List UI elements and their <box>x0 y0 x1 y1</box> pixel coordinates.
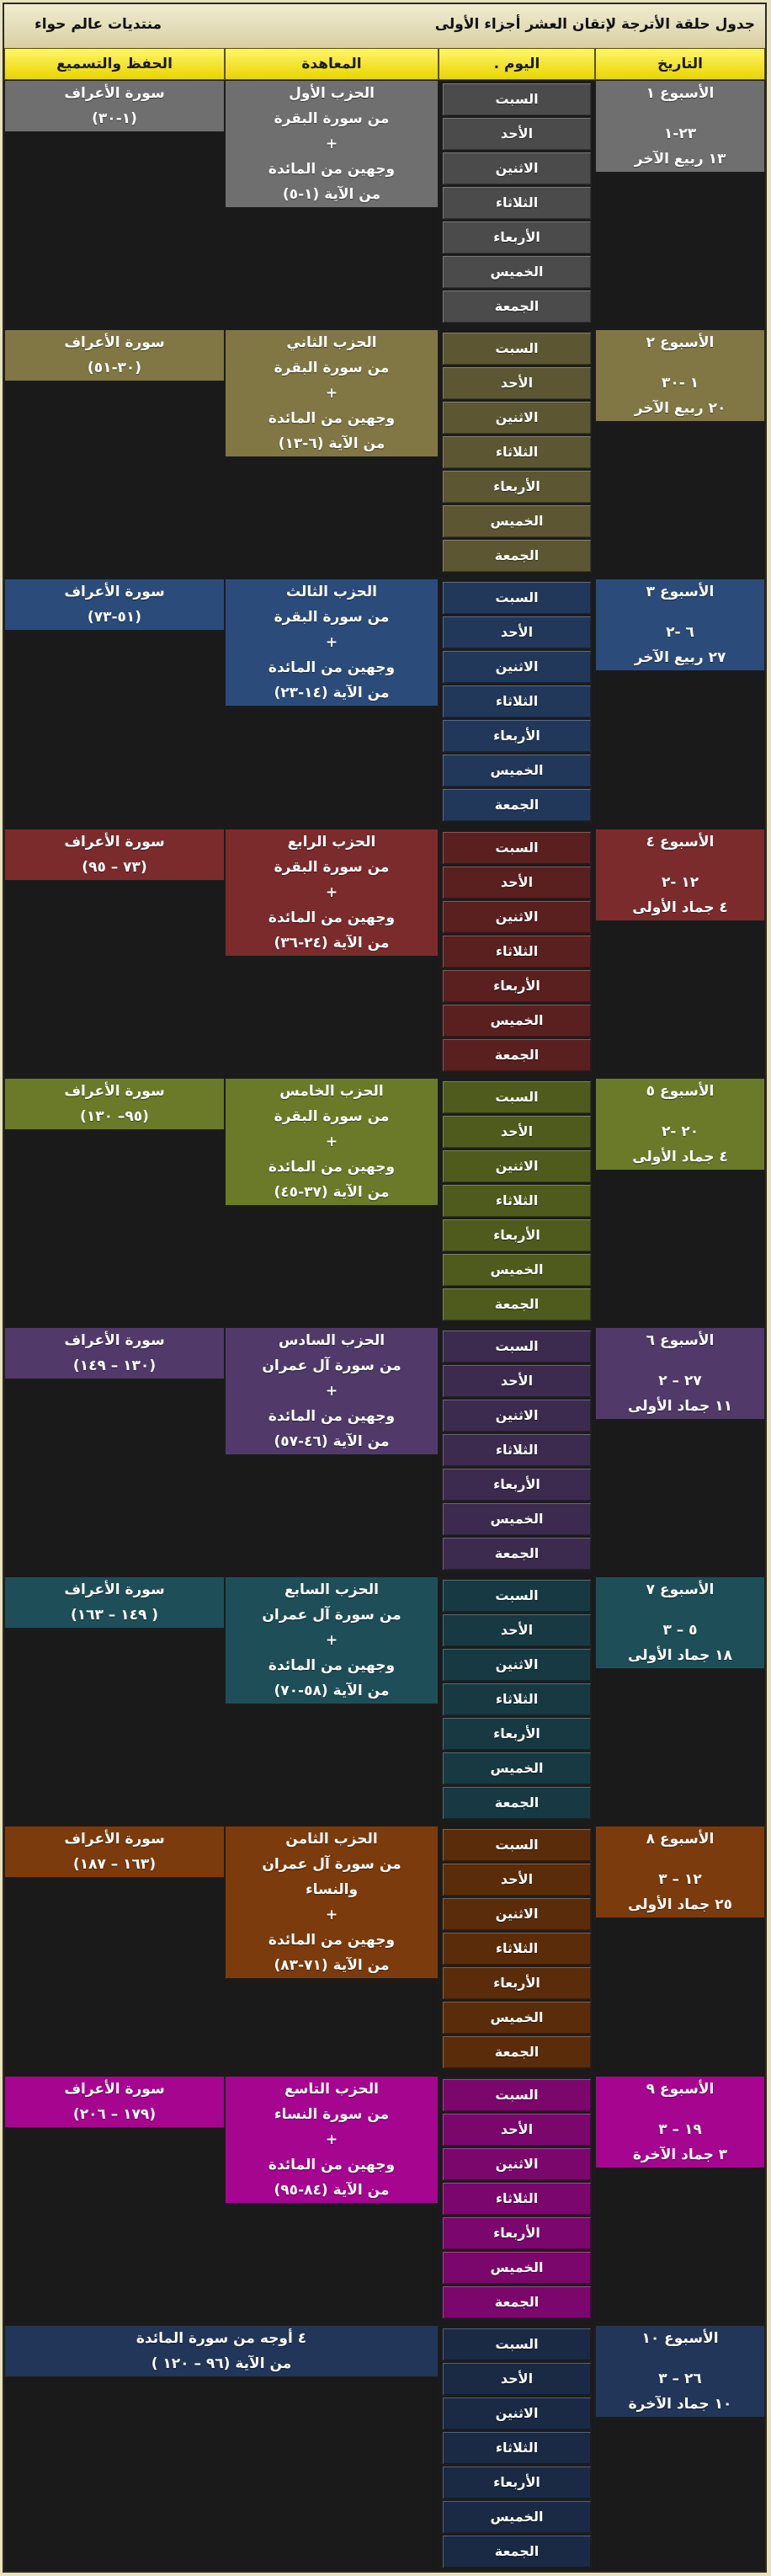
day-cell: الأربعاء <box>442 1717 592 1751</box>
day-cell: الأحد <box>442 117 592 151</box>
review-line: وجهين من المائدة <box>268 410 396 428</box>
day-cell: الأربعاء <box>442 2216 592 2250</box>
review-line: + <box>325 385 338 403</box>
review-cell <box>225 329 439 457</box>
day-cell: الجمعة <box>442 2535 592 2568</box>
review-line: الحزب الرابع <box>287 833 376 851</box>
review-cell <box>225 829 439 957</box>
day-cell: الخميس <box>442 754 592 787</box>
day-cell: الأحد <box>442 1364 592 1398</box>
review-line: الحزب الخامس <box>279 1082 384 1100</box>
date-cell <box>595 1327 765 1420</box>
date-range: ٢٣-١ <box>663 125 697 142</box>
memorize-line: (٧٣ – ٩٥) <box>82 858 147 876</box>
review-line: + <box>325 136 338 152</box>
header-memorize: الحفظ والتسميع <box>4 48 225 80</box>
week-label: الأسبوع ١٠ <box>641 2329 719 2347</box>
memorize-cell <box>4 2076 225 2128</box>
date-cell <box>595 1826 765 1918</box>
day-cell: الأربعاء <box>442 1219 592 1252</box>
week-row <box>4 1576 765 1826</box>
review-line: من الآية (٥٨-٧٠) <box>274 1683 390 1700</box>
memorize-line: سورة الأعراف <box>64 1082 165 1100</box>
day-cell: الأحد <box>442 1863 592 1896</box>
day-cell: الثلاثاء <box>442 435 592 469</box>
memorize-line: سورة الأعراف <box>64 1332 165 1349</box>
day-cell: الأربعاء <box>442 470 592 504</box>
week-label: الأسبوع ٧ <box>646 1581 715 1599</box>
date-month: ١٨ جماد الأولى <box>628 1647 732 1665</box>
review-line: + <box>325 1133 338 1150</box>
date-range: ٢٧ – ٢ <box>658 1373 702 1389</box>
memorize-line: (٩٥– ١٣٠) <box>80 1107 149 1125</box>
day-cell: الأربعاء <box>442 221 592 254</box>
review-line: وجهين من المائدة <box>268 1158 396 1176</box>
day-cell: الأحد <box>442 2362 592 2396</box>
memorize-cell <box>4 1826 225 1878</box>
day-cell: الاثنين <box>442 1897 592 1931</box>
date-cell <box>595 2076 765 2168</box>
week-label: الأسبوع ٢ <box>646 334 715 352</box>
review-line: وجهين من المائدة <box>268 909 396 926</box>
memorize-line: ( ١٤٩ – ١٦٣) <box>70 1607 159 1624</box>
memorize-line: سورة الأعراف <box>64 584 165 601</box>
date-month: ٤ جماد الأولى <box>632 899 728 916</box>
day-cell: الخميس <box>442 1752 592 1785</box>
schedule-table <box>3 3 767 2573</box>
review-line: + <box>325 634 338 652</box>
day-cell: الاثنين <box>442 152 592 185</box>
day-cell: السبت <box>442 831 592 865</box>
day-cell: الثلاثاء <box>442 685 592 718</box>
review-line: والنساء <box>305 1881 359 1899</box>
day-cell: الأحد <box>442 616 592 649</box>
day-cell: الجمعة <box>442 290 592 323</box>
date-cell <box>595 329 765 422</box>
week-label: الأسبوع ٥ <box>646 1082 715 1100</box>
date-range: ١٩ – ٣ <box>658 2120 702 2138</box>
review-line: الحزب التاسع <box>284 2080 379 2098</box>
day-cell: الخميس <box>442 255 592 289</box>
review-line: من سورة البقرة <box>274 858 390 876</box>
week-label: الأسبوع ٩ <box>646 2080 715 2098</box>
memorize-line: (١٣٠ – ١٤٩) <box>72 1357 157 1374</box>
day-cell: السبت <box>442 2328 592 2361</box>
week-label: الأسبوع ١ <box>646 85 715 102</box>
review-line: من سورة البقرة <box>274 360 390 377</box>
day-cell: الخميس <box>442 504 592 538</box>
date-cell <box>595 1078 765 1171</box>
day-cell: الثلاثاء <box>442 2431 592 2465</box>
date-month: ٢٠ ربيع الآخر <box>634 400 726 418</box>
day-cell: الخميس <box>442 1253 592 1287</box>
review-line: من الآية (٨٤-٩٥) <box>274 2181 390 2199</box>
day-cell: الأربعاء <box>442 1468 592 1501</box>
date-cell <box>595 829 765 921</box>
review-line: وجهين من المائدة <box>268 1932 396 1949</box>
week-row <box>4 579 765 828</box>
week-row <box>4 1327 765 1576</box>
week-label: الأسبوع ٦ <box>646 1332 715 1349</box>
review-line: من الآية (٦-١٣) <box>278 435 386 453</box>
memorize-line: (٥١-٧٣) <box>87 609 142 627</box>
date-month: ٢٥ جماد الأولى <box>628 1896 732 1914</box>
day-cell: الأربعاء <box>442 719 592 753</box>
review-line: من الآية (٢٤-٣٦) <box>274 934 390 952</box>
days-cell <box>439 329 595 575</box>
week-row <box>4 80 765 329</box>
day-cell: الخميس <box>442 1004 592 1037</box>
day-cell: السبت <box>442 2078 592 2112</box>
date-cell <box>595 1576 765 1669</box>
merged-line: من الآية (٩٦ – ١٢٠ ) <box>151 2355 292 2372</box>
memorize-line: (١٧٩ – ٢٠٦) <box>72 2105 157 2123</box>
day-cell: الأحد <box>442 366 592 400</box>
date-range: ٥ – ٣ <box>662 1622 698 1640</box>
date-range: ١٢ – ٣ <box>658 1871 702 1889</box>
review-cell <box>225 1826 439 1979</box>
review-line: + <box>325 1632 338 1650</box>
date-month: ١٠ جماد الآخرة <box>628 2395 732 2413</box>
date-range: ٢٦ – ٣ <box>658 2370 702 2387</box>
day-cell: السبت <box>442 1330 592 1363</box>
review-line: وجهين من المائدة <box>268 1408 396 1425</box>
memorize-cell <box>4 1576 225 1629</box>
date-range: ٢٠ -٢ <box>661 1123 699 1140</box>
day-cell: الاثنين <box>442 900 592 934</box>
date-range: ١٢ -٢ <box>661 873 699 891</box>
date-month: ٤ جماد الأولى <box>632 1148 728 1165</box>
day-cell: الأربعاء <box>442 1966 592 2000</box>
memorize-cell <box>4 329 225 381</box>
days-cell <box>439 2076 595 2322</box>
memorize-cell <box>4 829 225 881</box>
day-cell: الجمعة <box>442 1786 592 1820</box>
day-cell: الثلاثاء <box>442 1932 592 1965</box>
review-line: وجهين من المائدة <box>268 1657 396 1675</box>
review-line: من الآية (٣٧-٤٥) <box>274 1183 390 1201</box>
review-line: من سورة آل عمران <box>262 1856 401 1874</box>
review-line: الحزب الثاني <box>286 334 377 352</box>
review-cell <box>225 1576 439 1704</box>
review-line: الحزب السابع <box>284 1581 379 1599</box>
day-cell: الأربعاء <box>442 969 592 1003</box>
week-row <box>4 1826 765 2075</box>
day-cell: الأربعاء <box>442 2466 592 2499</box>
date-cell <box>595 2325 765 2418</box>
review-line: من سورة آل عمران <box>262 1607 401 1624</box>
day-cell: الأحد <box>442 1613 592 1647</box>
header-date: التاريخ <box>595 48 765 80</box>
days-cell <box>439 1078 595 1324</box>
review-line: الحزب السادس <box>278 1332 386 1349</box>
week-row <box>4 1078 765 1327</box>
review-line: من سورة النساء <box>274 2105 390 2123</box>
week-label: الأسبوع ٤ <box>646 833 715 851</box>
header-review: المعاهدة <box>225 48 439 80</box>
review-line: وجهين من المائدة <box>268 161 396 178</box>
memorize-line: (١٦٣ – ١٨٧) <box>72 1856 157 1874</box>
review-line: من الآية (٧١-٨٣) <box>274 1957 390 1975</box>
date-range: ١ -٣٠ <box>661 375 699 392</box>
review-line: من سورة آل عمران <box>262 1357 401 1374</box>
review-line: + <box>325 2131 338 2148</box>
day-cell: الثلاثاء <box>442 186 592 220</box>
week-row <box>4 329 765 579</box>
day-cell: الثلاثاء <box>442 1184 592 1218</box>
memorize-cell <box>4 1327 225 1379</box>
review-cell <box>225 1078 439 1206</box>
date-cell <box>595 80 765 173</box>
review-line: من سورة البقرة <box>274 609 390 627</box>
day-cell: الثلاثاء <box>442 1683 592 1716</box>
days-cell <box>439 2325 595 2571</box>
day-cell: السبت <box>442 83 592 116</box>
day-cell: الثلاثاء <box>442 935 592 968</box>
merged-review-cell <box>4 2325 439 2377</box>
memorize-line: (١-٣٠) <box>92 110 137 127</box>
days-cell <box>439 1576 595 1822</box>
day-cell: الاثنين <box>442 650 592 684</box>
memorize-cell <box>4 1078 225 1130</box>
week-label: الأسبوع ٨ <box>646 1831 715 1848</box>
days-cell <box>439 1327 595 1573</box>
day-cell: الثلاثاء <box>442 1433 592 1467</box>
review-line: الحزب الثالث <box>286 584 377 601</box>
review-cell <box>225 80 439 208</box>
week-row <box>4 2076 765 2325</box>
day-cell: الجمعة <box>442 539 592 573</box>
day-cell: السبت <box>442 332 592 365</box>
date-month: ١١ جماد الأولى <box>628 1398 732 1415</box>
memorize-cell <box>4 579 225 631</box>
memorize-cell <box>4 80 225 132</box>
memorize-line: سورة الأعراف <box>64 833 165 851</box>
review-line: وجهين من المائدة <box>268 2156 396 2173</box>
day-cell: الجمعة <box>442 2285 592 2319</box>
day-cell: السبت <box>442 1828 592 1862</box>
review-line: من سورة البقرة <box>274 1107 390 1125</box>
day-cell: السبت <box>442 1579 592 1613</box>
day-cell: السبت <box>442 1080 592 1114</box>
review-line: الحزب الأول <box>289 85 375 102</box>
review-line: من الآية (١-٥) <box>282 186 381 203</box>
header-day: اليوم . <box>439 48 595 80</box>
table-title: جدول حلقة الأترجة لإتقان العشر أجزاء الأولى <box>434 16 755 33</box>
review-line: + <box>325 1907 338 1924</box>
days-cell <box>439 579 595 824</box>
day-cell: الاثنين <box>442 2397 592 2430</box>
day-cell: الاثنين <box>442 2147 592 2181</box>
memorize-line: (٣٠-٥١) <box>87 360 142 377</box>
days-cell <box>439 829 595 1075</box>
week-label: الأسبوع ٣ <box>646 584 715 601</box>
week-row <box>4 829 765 1078</box>
day-cell: الاثنين <box>442 1399 592 1432</box>
date-month: ١٣ ربيع الآخر <box>634 151 726 168</box>
memorize-line: سورة الأعراف <box>64 1581 165 1599</box>
day-cell: الجمعة <box>442 788 592 822</box>
day-cell: السبت <box>442 581 592 615</box>
forum-name: منتديات عالم حواء <box>35 16 162 33</box>
day-cell: الأحد <box>442 2113 592 2147</box>
review-line: الحزب الثامن <box>285 1831 378 1848</box>
days-cell <box>439 1826 595 2072</box>
review-line: + <box>325 883 338 901</box>
day-cell: الخميس <box>442 2001 592 2035</box>
day-cell: الجمعة <box>442 1537 592 1571</box>
review-line: من سورة البقرة <box>274 110 390 127</box>
day-cell: الخميس <box>442 1502 592 1536</box>
review-cell <box>225 2076 439 2204</box>
day-cell: الثلاثاء <box>442 2182 592 2216</box>
day-cell: الخميس <box>442 2500 592 2534</box>
day-cell: الجمعة <box>442 2035 592 2069</box>
review-line: من الآية (٤٦-٥٧) <box>274 1433 390 1450</box>
review-line: وجهين من المائدة <box>268 659 396 677</box>
day-cell: الخميس <box>442 2251 592 2285</box>
date-month: ٣ جماد الآخرة <box>632 2146 728 2163</box>
date-range: ٦ -٢ <box>666 624 694 642</box>
review-cell <box>225 579 439 707</box>
day-cell: الاثنين <box>442 401 592 435</box>
week-row <box>4 2325 765 2574</box>
day-cell: الأحد <box>442 866 592 899</box>
merged-line: ٤ أوجه من سورة المائدة <box>136 2329 307 2347</box>
memorize-line: سورة الأعراف <box>64 2080 165 2098</box>
review-cell <box>225 1327 439 1455</box>
day-cell: الاثنين <box>442 1149 592 1183</box>
table-header <box>4 48 765 80</box>
day-cell: الأحد <box>442 1115 592 1149</box>
date-month: ٢٧ ربيع الآخر <box>634 649 726 667</box>
memorize-line: سورة الأعراف <box>64 334 165 352</box>
review-line: من الآية (١٤-٢٣) <box>274 685 390 702</box>
days-cell <box>439 80 595 326</box>
day-cell: الاثنين <box>442 1648 592 1682</box>
day-cell: الجمعة <box>442 1288 592 1321</box>
memorize-line: سورة الأعراف <box>64 1831 165 1848</box>
day-cell: الجمعة <box>442 1038 592 1072</box>
review-line: + <box>325 1383 338 1400</box>
date-cell <box>595 579 765 671</box>
title-bar <box>4 4 765 48</box>
memorize-line: سورة الأعراف <box>64 85 165 102</box>
